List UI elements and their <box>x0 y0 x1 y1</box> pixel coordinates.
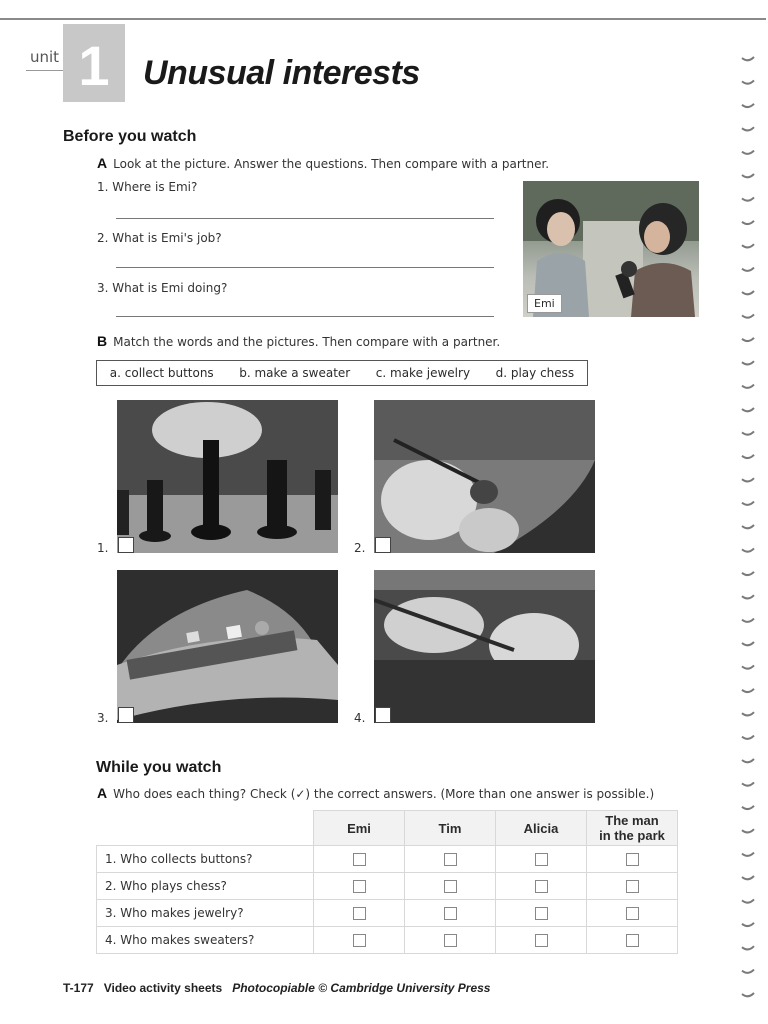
word-option: b. make a sweater <box>239 366 351 380</box>
column-man-line-2: in the park <box>599 828 665 843</box>
spiral-ring <box>742 829 754 832</box>
knitting-picture <box>374 570 595 723</box>
table-row <box>97 927 678 954</box>
spiral-ring <box>742 806 754 809</box>
answer-line-1[interactable] <box>116 218 494 219</box>
page-title: Unusual interests <box>143 54 420 92</box>
picture-3-answer-box[interactable] <box>118 707 134 723</box>
part-b-letter: B <box>97 333 108 349</box>
checkbox[interactable] <box>626 934 639 947</box>
table-row <box>97 900 678 927</box>
checkbox[interactable] <box>353 880 366 893</box>
spiral-ring <box>742 361 754 364</box>
unit-label: unit <box>30 48 60 66</box>
row-question: 1. Who collects buttons? <box>97 846 314 873</box>
spiral-binding <box>738 52 758 1002</box>
spiral-ring <box>742 478 754 481</box>
spiral-ring <box>742 595 754 598</box>
picture-2-answer-box[interactable] <box>375 537 391 553</box>
while-part-a-instruction <box>97 785 654 801</box>
spiral-ring <box>742 174 754 177</box>
jewelry-picture <box>374 400 595 553</box>
spiral-ring <box>742 455 754 458</box>
while-watch-heading: While you watch <box>96 759 222 776</box>
spiral-ring <box>742 876 754 879</box>
footer-section: Video activity sheets <box>103 981 223 995</box>
checkbox[interactable] <box>535 907 548 920</box>
spiral-ring <box>742 946 754 949</box>
part-b-instruction <box>97 333 500 349</box>
spiral-ring <box>742 80 754 83</box>
spiral-ring <box>742 923 754 926</box>
spiral-ring <box>742 408 754 411</box>
picture-number-4: 4. <box>354 711 366 725</box>
emi-photo-label: Emi <box>527 294 562 313</box>
page-footer <box>63 981 490 995</box>
spiral-ring <box>742 736 754 739</box>
word-box <box>96 360 588 386</box>
spiral-ring <box>742 782 754 785</box>
spiral-ring <box>742 127 754 130</box>
top-rule <box>0 18 766 20</box>
buttons-hat-picture <box>117 570 338 723</box>
question-2: 2. What is Emi's job? <box>97 231 222 245</box>
spiral-ring <box>742 268 754 271</box>
picture-1-answer-box[interactable] <box>118 537 134 553</box>
spiral-ring <box>742 502 754 505</box>
checkbox[interactable] <box>353 907 366 920</box>
spiral-ring <box>742 548 754 551</box>
table-corner <box>97 811 314 846</box>
part-b-instruction-text: Match the words and the pictures. Then compare with a partner. <box>113 335 501 349</box>
part-a-instruction-text: Look at the picture. Answer the questions. Then compare with a partner. <box>113 157 550 171</box>
spiral-ring <box>742 970 754 973</box>
part-a-instruction <box>97 155 549 171</box>
spiral-ring <box>742 221 754 224</box>
checkbox[interactable] <box>535 934 548 947</box>
page-number: T-177 <box>63 981 94 995</box>
while-part-a-instruction-text: Who does each thing? Check (✓) the correct answers. (More than one answer is possible.) <box>113 787 655 801</box>
checkbox[interactable] <box>626 907 639 920</box>
spiral-ring <box>742 572 754 575</box>
spiral-ring <box>742 104 754 107</box>
part-a-letter: A <box>97 155 108 171</box>
column-man-in-park <box>587 811 678 846</box>
before-watch-heading: Before you watch <box>63 128 197 145</box>
checkbox[interactable] <box>535 880 548 893</box>
picture-4-answer-box[interactable] <box>375 707 391 723</box>
column-man-line-1: The man <box>605 813 659 828</box>
spiral-ring <box>742 151 754 154</box>
checkbox[interactable] <box>535 853 548 866</box>
column-alicia: Alicia <box>496 811 587 846</box>
table-header-row <box>97 811 678 846</box>
spiral-ring <box>742 853 754 856</box>
chess-picture <box>117 400 338 553</box>
word-option: a. collect buttons <box>109 366 214 380</box>
spiral-ring <box>742 759 754 762</box>
unit-number: 1 <box>78 34 110 97</box>
checkbox[interactable] <box>353 934 366 947</box>
spiral-ring <box>742 197 754 200</box>
spiral-ring <box>742 314 754 317</box>
checkbox[interactable] <box>626 880 639 893</box>
spiral-ring <box>742 57 754 60</box>
question-3: 3. What is Emi doing? <box>97 281 228 295</box>
checkbox[interactable] <box>444 934 457 947</box>
picture-number-2: 2. <box>354 541 366 555</box>
footer-copyright: Photocopiable © Cambridge University Press <box>232 981 491 995</box>
spiral-ring <box>742 642 754 645</box>
spiral-ring <box>742 291 754 294</box>
spiral-ring <box>742 712 754 715</box>
word-option: d. play chess <box>495 366 575 380</box>
column-emi: Emi <box>314 811 405 846</box>
while-part-a-letter: A <box>97 785 108 801</box>
row-question: 2. Who plays chess? <box>97 873 314 900</box>
checkbox[interactable] <box>444 880 457 893</box>
spiral-ring <box>742 338 754 341</box>
picture-number-1: 1. <box>97 541 109 555</box>
spiral-ring <box>742 993 754 996</box>
spiral-ring <box>742 619 754 622</box>
unit-number-box <box>63 24 125 102</box>
answer-line-3[interactable] <box>116 316 494 317</box>
spiral-ring <box>742 899 754 902</box>
check-table <box>96 810 678 954</box>
row-question: 4. Who makes sweaters? <box>97 927 314 954</box>
table-row <box>97 846 678 873</box>
spiral-ring <box>742 385 754 388</box>
spiral-ring <box>742 525 754 528</box>
picture-number-3: 3. <box>97 711 109 725</box>
checkbox[interactable] <box>626 853 639 866</box>
unit-underline <box>26 70 64 71</box>
question-1: 1. Where is Emi? <box>97 180 198 194</box>
column-tim: Tim <box>405 811 496 846</box>
spiral-ring <box>742 665 754 668</box>
spiral-ring <box>742 431 754 434</box>
spiral-ring <box>742 689 754 692</box>
row-question: 3. Who makes jewelry? <box>97 900 314 927</box>
spiral-ring <box>742 244 754 247</box>
checkbox[interactable] <box>444 853 457 866</box>
checkbox[interactable] <box>353 853 366 866</box>
word-option: c. make jewelry <box>375 366 471 380</box>
table-row <box>97 873 678 900</box>
answer-line-2[interactable] <box>116 267 494 268</box>
checkbox[interactable] <box>444 907 457 920</box>
